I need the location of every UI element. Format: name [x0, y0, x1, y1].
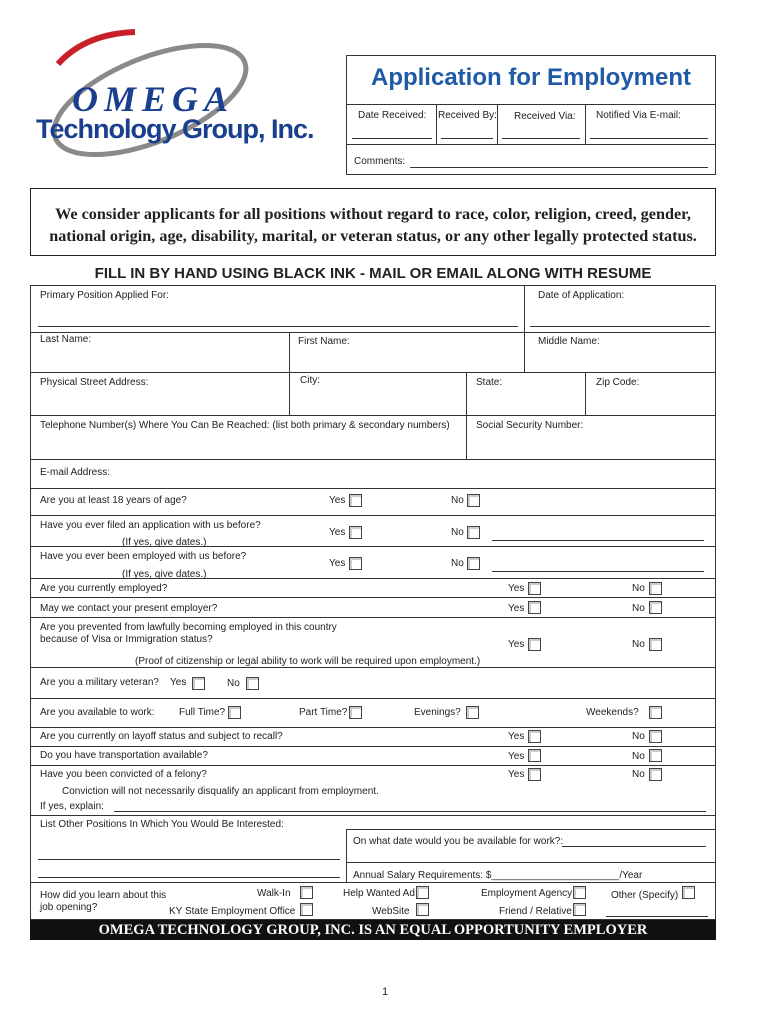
explain-field[interactable] — [114, 811, 706, 812]
ssn-label: Social Security Number: — [476, 420, 584, 431]
other-specify-label: Other (Specify) — [611, 890, 679, 901]
currently-employed-question: Are you currently employed? — [40, 583, 168, 594]
street-address-label: Physical Street Address: — [40, 377, 149, 388]
logo-omega-text: OMEGA — [72, 79, 235, 119]
friend-relative-label: Friend / Relative — [499, 906, 572, 917]
help-wanted-checkbox[interactable] — [416, 886, 429, 899]
current-no-checkbox[interactable] — [649, 582, 662, 595]
employment-agency-checkbox[interactable] — [573, 886, 586, 899]
non-discrimination-notice: We consider applicants for all positions without regard to race, color, religion, creed, gender, national origin, age, disability, marital, or veteran status, or any other legally protected status. — [30, 188, 716, 256]
employed-no-checkbox[interactable] — [467, 557, 480, 570]
veteran-yes-checkbox[interactable] — [192, 677, 205, 690]
layoff-no-checkbox[interactable] — [649, 730, 662, 743]
page-title: Application for Employment — [370, 64, 691, 91]
felony-question: Have you been convicted of a felony? — [40, 769, 207, 780]
primary-position-label: Primary Position Applied For: — [40, 290, 169, 301]
other-positions-label: List Other Positions In Which You Would Be Interested: — [40, 819, 284, 830]
filed-dates-field[interactable] — [492, 540, 704, 541]
full-time-label: Full Time? — [179, 707, 226, 718]
employed-yes-checkbox[interactable] — [349, 557, 362, 570]
visa-yes-checkbox[interactable] — [528, 638, 541, 651]
employed-dates-field[interactable] — [492, 571, 704, 572]
age-question: Are you at least 18 years of age? — [40, 495, 187, 506]
age-no-checkbox[interactable] — [467, 494, 480, 507]
citizenship-proof-note: (Proof of citizenship or legal ability to work will be required upon employment.) — [135, 656, 481, 667]
felony-yes-checkbox[interactable] — [528, 768, 541, 781]
veteran-question: Are you a military veteran? — [40, 677, 159, 688]
employed-yes-label: Yes — [329, 558, 346, 569]
filed-yes-label: Yes — [329, 527, 346, 538]
visa-no-checkbox[interactable] — [649, 638, 662, 651]
email-label: E-mail Address: — [40, 467, 111, 478]
other-specify-checkbox[interactable] — [682, 886, 695, 899]
age-no-label: No — [451, 495, 464, 506]
other-positions-field-2[interactable] — [38, 877, 340, 878]
filed-no-checkbox[interactable] — [467, 526, 480, 539]
visa-question-line2: because of Visa or Immigration status? — [40, 634, 213, 645]
telephone-label: Telephone Number(s) Where You Can Be Reached: (list both primary & secondary numbers) — [40, 420, 450, 431]
transport-yes-checkbox[interactable] — [528, 749, 541, 762]
contact-yes-checkbox[interactable] — [528, 601, 541, 614]
learn-question-line1: How did you learn about this — [40, 890, 167, 901]
availability-question: Are you available to work: — [40, 707, 155, 718]
filed-no-label: No — [451, 527, 464, 538]
received-by-field[interactable] — [441, 138, 493, 139]
walk-in-checkbox[interactable] — [300, 886, 313, 899]
transport-yes-label: Yes — [508, 751, 525, 762]
available-date-field[interactable] — [562, 846, 706, 847]
explain-label: If yes, explain: — [40, 801, 104, 812]
visa-no-label: No — [632, 639, 645, 650]
other-specify-field[interactable] — [606, 916, 708, 917]
employed-no-label: No — [451, 558, 464, 569]
date-received-field[interactable] — [352, 138, 432, 139]
help-wanted-label: Help Wanted Ad — [343, 888, 415, 899]
equal-opportunity-banner: OMEGA TECHNOLOGY GROUP, INC. IS AN EQUAL OPPORTUNITY EMPLOYER — [30, 920, 716, 940]
comments-label: Comments: — [354, 156, 406, 167]
contact-no-label: No — [632, 603, 645, 614]
age-yes-label: Yes — [329, 495, 346, 506]
website-label: WebSite — [372, 906, 410, 917]
company-logo — [30, 28, 340, 178]
transportation-question: Do you have transportation available? — [40, 750, 208, 761]
learn-question-line2: job opening? — [40, 902, 98, 913]
city-label: City: — [300, 375, 320, 386]
layoff-yes-label: Yes — [508, 731, 525, 742]
page-number: 1 — [381, 986, 389, 998]
weekends-label: Weekends? — [586, 707, 639, 718]
evenings-label: Evenings? — [414, 707, 461, 718]
filed-before-question: Have you ever filed an application with us before? — [40, 520, 261, 531]
visa-yes-label: Yes — [508, 639, 525, 650]
zip-code-label: Zip Code: — [596, 377, 640, 388]
date-of-application-label: Date of Application: — [538, 290, 625, 301]
veteran-yes-label: Yes — [170, 677, 187, 688]
logo-company-text: Technology Group, Inc. — [36, 114, 314, 144]
fill-instructions: FILL IN BY HAND USING BLACK INK - MAIL OR EMAIL ALONG WITH RESUME — [94, 265, 652, 282]
part-time-label: Part Time? — [299, 707, 348, 718]
filed-before-note: (If yes, give dates.) — [122, 537, 207, 548]
received-via-label: Received Via: — [514, 111, 576, 122]
current-yes-label: Yes — [508, 583, 525, 594]
age-yes-checkbox[interactable] — [349, 494, 362, 507]
received-via-field[interactable] — [502, 138, 580, 139]
part-time-checkbox[interactable] — [349, 706, 362, 719]
felony-yes-label: Yes — [508, 769, 525, 780]
layoff-no-label: No — [632, 731, 645, 742]
date-received-label: Date Received: — [358, 110, 427, 121]
available-date-label: On what date would you be available for work?: — [353, 836, 564, 847]
full-time-checkbox[interactable] — [228, 706, 241, 719]
conviction-note: Conviction will not necessarily disqualify an applicant from employment. — [62, 786, 379, 797]
current-no-label: No — [632, 583, 645, 594]
contact-yes-label: Yes — [508, 603, 525, 614]
website-checkbox[interactable] — [416, 903, 429, 916]
weekends-checkbox[interactable] — [649, 706, 662, 719]
contact-employer-question: May we contact your present employer? — [40, 603, 218, 614]
veteran-no-label: No — [227, 678, 240, 689]
transport-no-checkbox[interactable] — [649, 749, 662, 762]
comments-field[interactable] — [410, 167, 708, 168]
ky-office-checkbox[interactable] — [300, 903, 313, 916]
employment-agency-label: Employment Agency — [481, 888, 573, 899]
layoff-question: Are you currently on layoff status and subject to recall? — [40, 731, 283, 742]
other-positions-field-1[interactable] — [38, 859, 340, 860]
primary-position-field[interactable] — [38, 326, 518, 327]
felony-no-checkbox[interactable] — [649, 768, 662, 781]
walk-in-label: Walk-In — [257, 888, 291, 899]
evenings-checkbox[interactable] — [466, 706, 479, 719]
employed-before-note: (If yes, give dates.) — [122, 569, 207, 580]
notified-email-label: Notified Via E-mail: — [596, 110, 681, 121]
ky-office-label: KY State Employment Office — [169, 906, 296, 917]
last-name-label: Last Name: — [40, 334, 92, 345]
contact-no-checkbox[interactable] — [649, 601, 662, 614]
salary-label: Annual Salary Requirements: $_______________________/Year — [353, 870, 643, 881]
employed-before-question: Have you ever been employed with us before? — [40, 551, 247, 562]
first-name-label: First Name: — [298, 336, 350, 347]
date-of-application-field[interactable] — [530, 326, 710, 327]
visa-question-line1: Are you prevented from lawfully becoming employed in this country — [40, 622, 337, 633]
veteran-no-checkbox[interactable] — [246, 677, 259, 690]
filed-yes-checkbox[interactable] — [349, 526, 362, 539]
friend-relative-checkbox[interactable] — [573, 903, 586, 916]
layoff-yes-checkbox[interactable] — [528, 730, 541, 743]
received-by-label: Received By: — [438, 110, 497, 121]
notified-email-field[interactable] — [590, 138, 708, 139]
state-label: State: — [476, 377, 503, 388]
transport-no-label: No — [632, 751, 645, 762]
felony-no-label: No — [632, 769, 645, 780]
current-yes-checkbox[interactable] — [528, 582, 541, 595]
middle-name-label: Middle Name: — [538, 336, 600, 347]
